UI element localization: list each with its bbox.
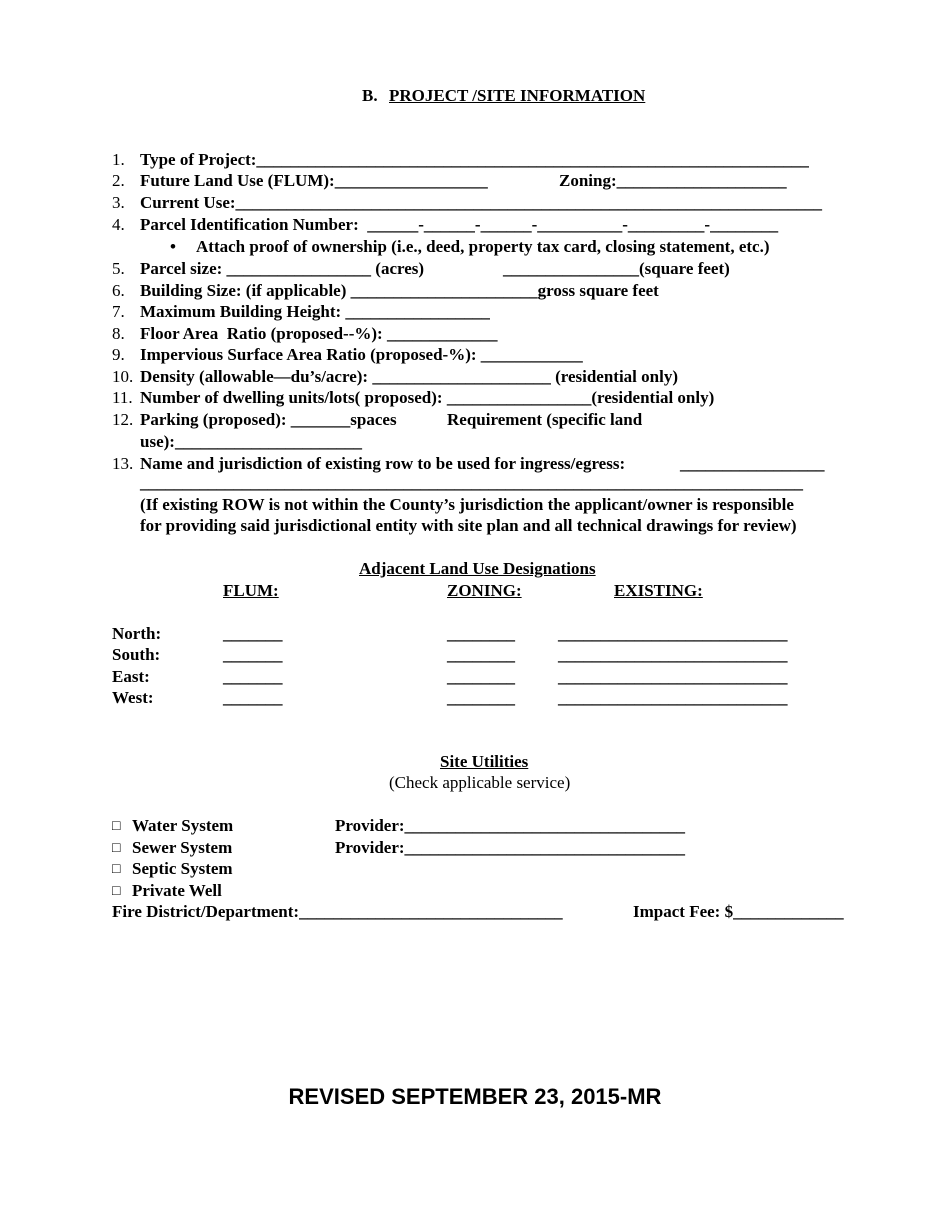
septic-system-checkbox[interactable]: □: [112, 862, 121, 877]
utilities-title: Site Utilities: [440, 752, 529, 771]
item-number: 6.: [112, 281, 125, 300]
impact-fee-field[interactable]: Impact Fee: $_____________: [633, 902, 844, 921]
east-flum-field[interactable]: _______: [223, 667, 283, 686]
fire-district-field[interactable]: Fire District/Department:_______________________________: [112, 902, 563, 921]
flum-header: FLUM:: [223, 581, 279, 600]
parking-spaces-field[interactable]: Parking (proposed): _______spaces: [140, 410, 397, 429]
south-zoning-field[interactable]: ________: [447, 645, 515, 664]
west-existing-field[interactable]: ___________________________: [558, 688, 788, 707]
item-number: 10.: [112, 367, 134, 386]
max-building-height-field[interactable]: Maximum Building Height: _________________: [140, 302, 490, 321]
south-flum-field[interactable]: _______: [223, 645, 283, 664]
item-number: 13.: [112, 454, 134, 473]
page-title: PROJECT /SITE INFORMATION: [389, 86, 646, 105]
east-zoning-field[interactable]: ________: [447, 667, 515, 686]
item-number: 7.: [112, 302, 125, 321]
item-number: 8.: [112, 324, 125, 343]
row-jurisdiction-continuation[interactable]: ______________________________________________________________________________: [140, 473, 803, 492]
east-existing-field[interactable]: ___________________________: [558, 667, 788, 686]
item-number: 1.: [112, 150, 125, 169]
building-size-field[interactable]: Building Size: (if applicable) ______________________gross square feet: [140, 281, 659, 300]
existing-header: EXISTING:: [614, 581, 703, 600]
parcel-size-acres-field[interactable]: Parcel size: _________________ (acres): [140, 259, 425, 278]
section-letter: B.: [362, 86, 378, 105]
item-number: 3.: [112, 193, 125, 212]
item-number: 5.: [112, 259, 125, 278]
item-number: 4.: [112, 215, 125, 234]
south-existing-field[interactable]: ___________________________: [558, 645, 788, 664]
septic-system-label: Septic System: [132, 859, 233, 878]
parking-requirement-field[interactable]: use):______________________: [140, 432, 362, 451]
current-use-field[interactable]: Current Use:_____________________________________________________________________: [140, 193, 823, 212]
type-of-project-field[interactable]: Type of Project:_________________________________________________________________: [140, 150, 809, 169]
item-number: 12.: [112, 410, 134, 429]
item-number: 11.: [112, 388, 133, 407]
private-well-checkbox[interactable]: □: [112, 884, 121, 899]
private-well-label: Private Well: [132, 881, 222, 900]
direction-label: West:: [112, 688, 154, 707]
water-provider-field[interactable]: Provider:_________________________________: [335, 816, 686, 835]
ownership-note: Attach proof of ownership (i.e., deed, property tax card, closing statement, etc.): [196, 237, 770, 256]
parking-requirement-label: Requirement (specific land: [447, 410, 643, 429]
row-jurisdiction-field[interactable]: _________________: [680, 454, 825, 473]
sewer-system-label: Sewer System: [132, 838, 233, 857]
direction-label: South:: [112, 645, 161, 664]
item-number: 2.: [112, 171, 125, 190]
sewer-system-checkbox[interactable]: □: [112, 841, 121, 856]
dwelling-units-field[interactable]: Number of dwelling units/lots( proposed): _________________(residential only): [140, 388, 715, 407]
future-land-use-field[interactable]: Future Land Use (FLUM):__________________: [140, 171, 488, 190]
north-zoning-field[interactable]: ________: [447, 624, 515, 643]
west-zoning-field[interactable]: ________: [447, 688, 515, 707]
water-system-label: Water System: [132, 816, 234, 835]
sewer-provider-field[interactable]: Provider:_________________________________: [335, 838, 686, 857]
parcel-id-field[interactable]: Parcel Identification Number: ______-______-______-__________-_________-________: [140, 215, 779, 234]
row-jurisdiction-label: Name and jurisdiction of existing row to be used for ingress/egress:: [140, 454, 626, 473]
revision-footer: REVISED SEPTEMBER 23, 2015-MR: [288, 1084, 662, 1109]
direction-label: East:: [112, 667, 150, 686]
impervious-surface-field[interactable]: Impervious Surface Area Ratio (proposed-%): ____________: [140, 345, 583, 364]
utilities-subtitle: (Check applicable service): [389, 773, 571, 792]
adjacent-title: Adjacent Land Use Designations: [359, 559, 596, 578]
item-number: 9.: [112, 345, 125, 364]
direction-label: North:: [112, 624, 162, 643]
row-note-line-1: (If existing ROW is not within the County’s jurisdiction the applicant/owner is responsible: [140, 495, 794, 514]
north-existing-field[interactable]: ___________________________: [558, 624, 788, 643]
density-field[interactable]: Density (allowable—du’s/acre): _____________________ (residential only): [140, 367, 678, 386]
west-flum-field[interactable]: _______: [223, 688, 283, 707]
parcel-size-sqft-field[interactable]: ________________(square feet): [503, 259, 730, 278]
zoning-header: ZONING:: [447, 581, 522, 600]
row-note-line-2: for providing said jurisdictional entity with site plan and all technical drawings for review): [140, 516, 797, 535]
floor-area-ratio-field[interactable]: Floor Area Ratio (proposed--%): _____________: [140, 324, 498, 343]
bullet-icon: •: [170, 237, 176, 256]
north-flum-field[interactable]: _______: [223, 624, 283, 643]
zoning-field[interactable]: Zoning:____________________: [559, 171, 787, 190]
water-system-checkbox[interactable]: □: [112, 819, 121, 834]
